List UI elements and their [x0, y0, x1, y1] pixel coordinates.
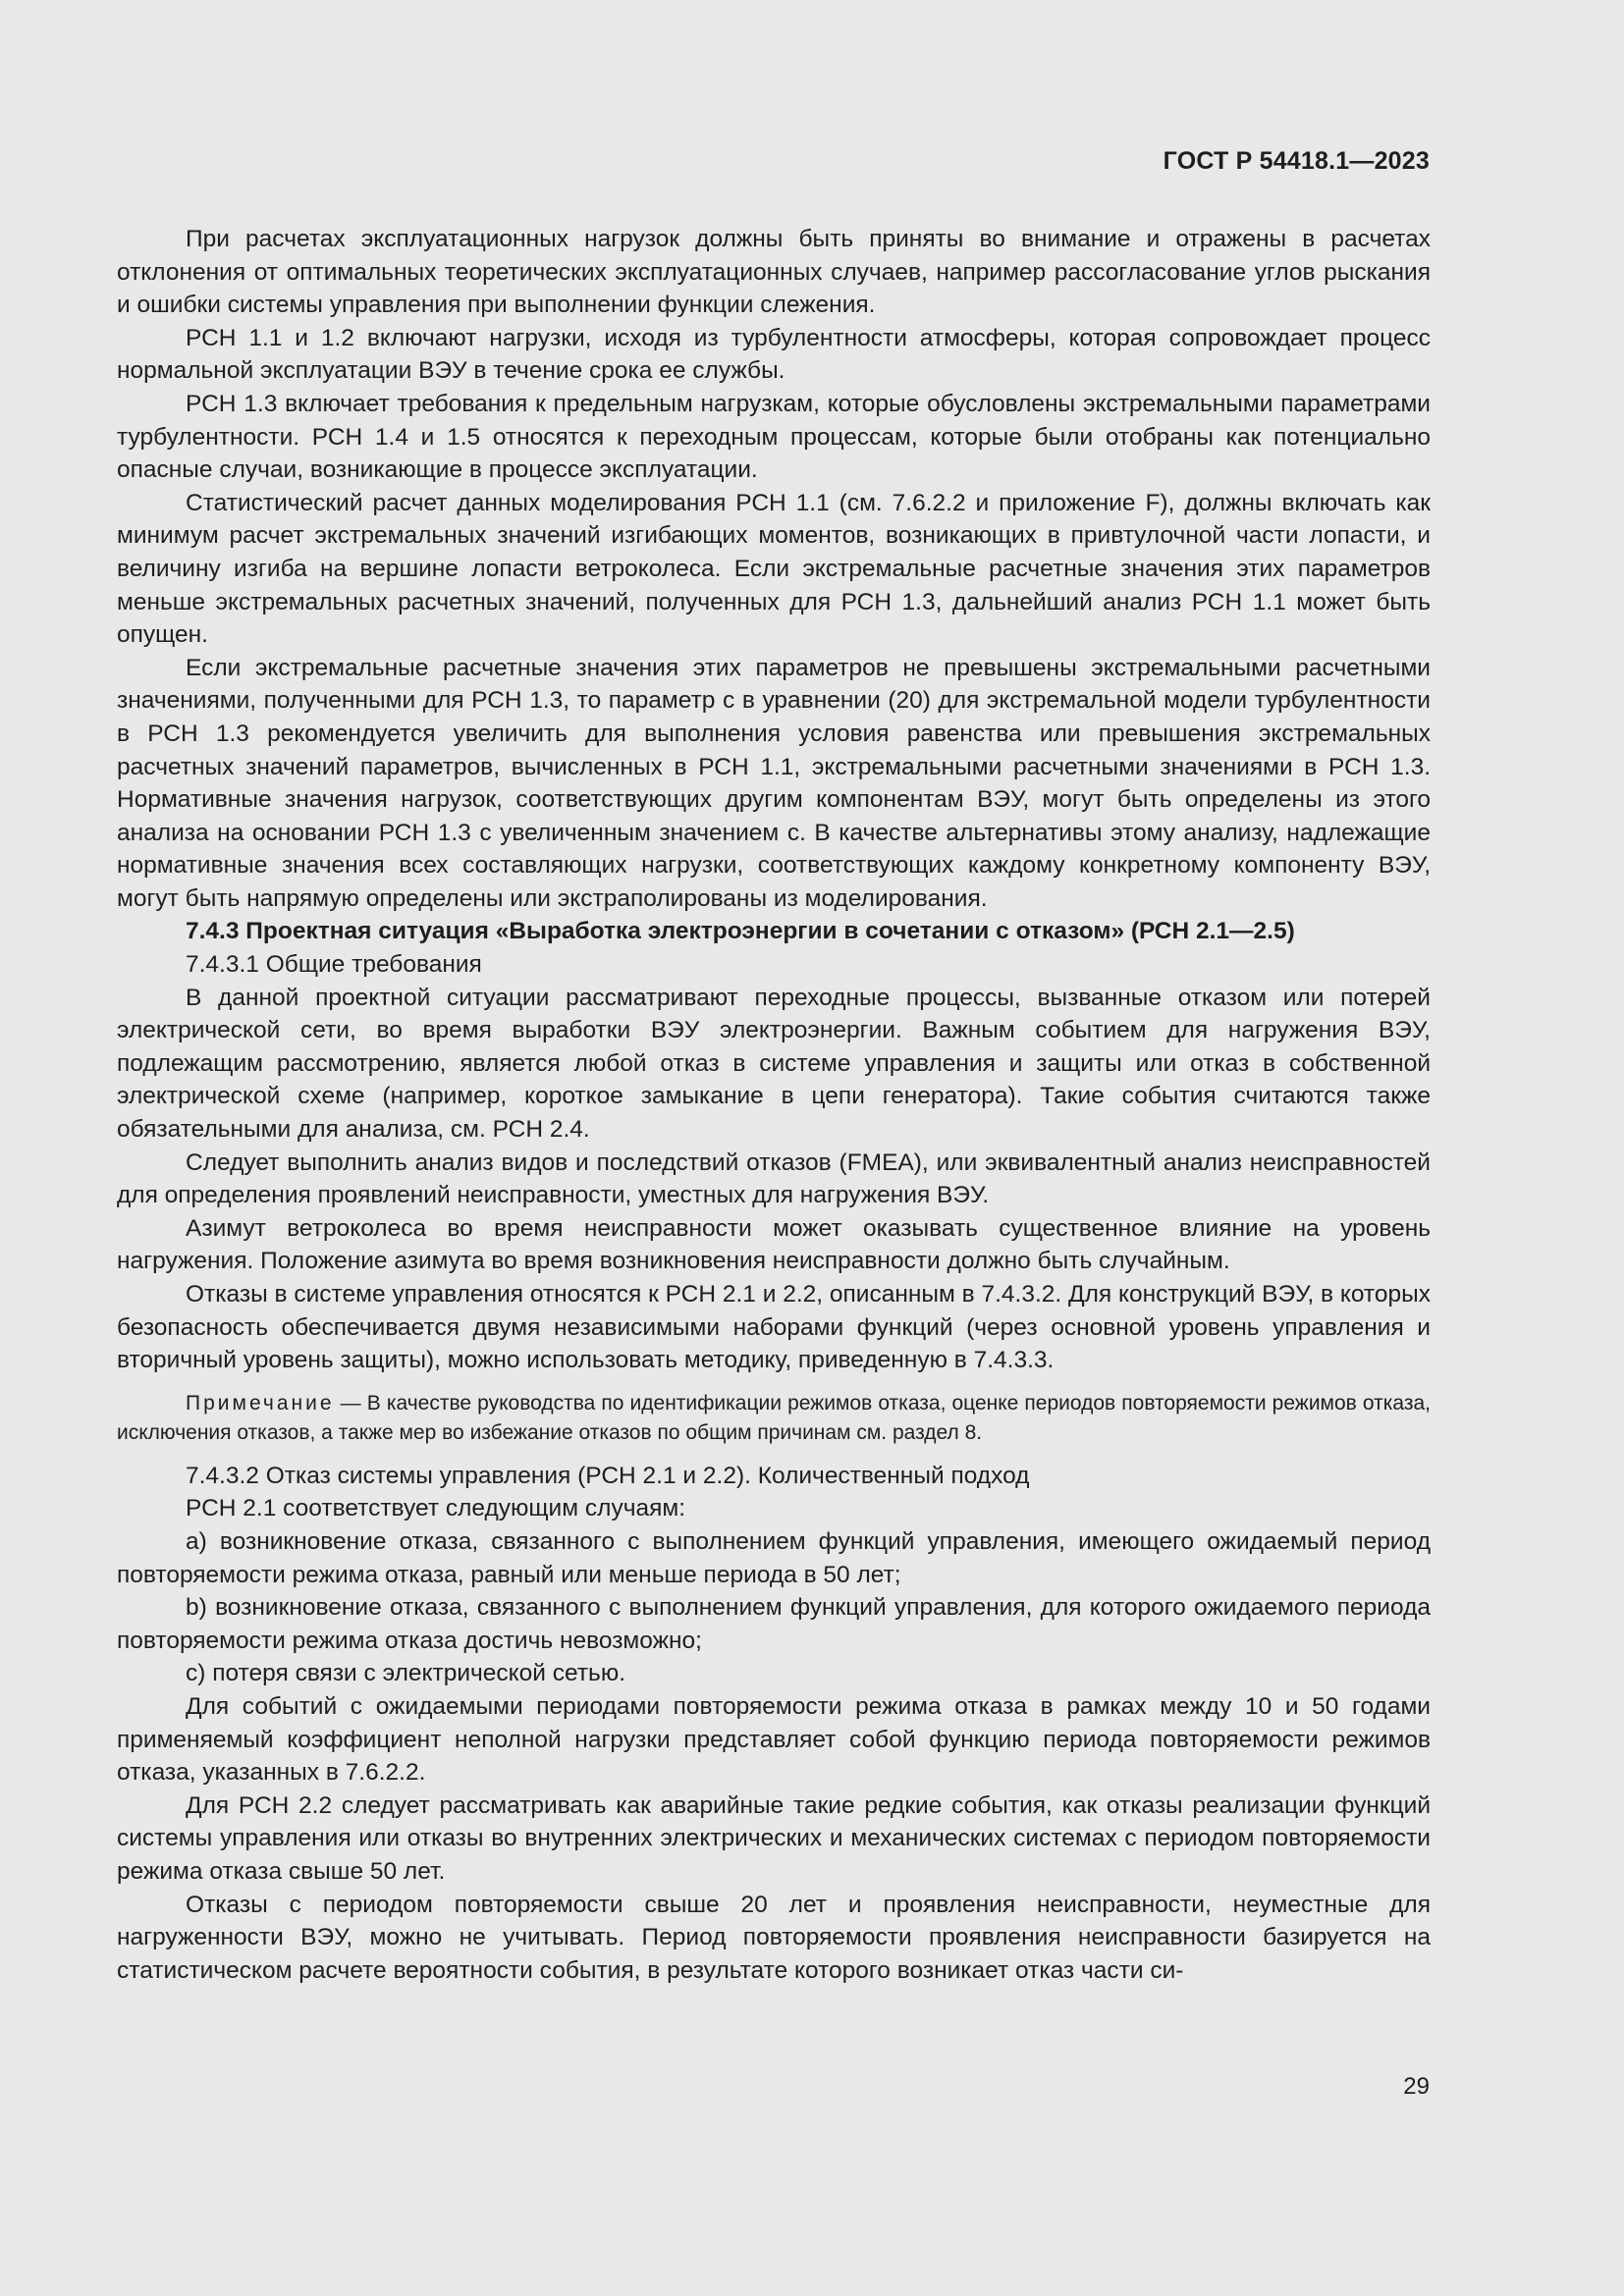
paragraph: РСН 2.1 соответствует следующим случаям: — [186, 1495, 685, 1522]
paragraph: В данной проектной ситуации рассматривают переходные процессы, вызванные отказом или потерей электрической сети, во время выработки ВЭУ электроэнергии. Важным событием для нагружения ВЭУ, подлежащим рассмотрению, является любой отказ в системе управления и защиты или отказ в собственной электрической схеме (например, короткое замыкание в цепи генератора). Такие события считаются также обязательными для анализа, см. РСН 2.4. — [117, 984, 1431, 1144]
document-header: ГОСТ Р 54418.1—2023 — [1163, 147, 1430, 175]
paragraph: При расчетах эксплуатационных нагрузок должны быть приняты во внимание и отражены в расчетах отклонения от оптимальных теоретических эксплуатационных случаев, например рассогласование углов рыскания и ошибки системы управления при выполнении функции слежения. — [117, 226, 1431, 319]
list-item: a) возникновение отказа, связанного с выполнением функций управления, имеющего ожидаемый период повторяемости режима отказа, равный или меньше периода в 50 лет; — [117, 1527, 1431, 1588]
subsection-heading: 7.4.3.1 Общие требования — [186, 951, 482, 979]
document-body — [117, 223, 1431, 1987]
note-text: — В качестве руководства по идентификации режимов отказа, оценке периодов повторяемости режимов отказа, исключения отказов, а также мер во избежание отказов по общим причинам см. раздел 8. — [117, 1391, 1431, 1444]
paragraph: Для РСН 2.2 следует рассматривать как аварийные такие редкие события, как отказы реализации функций системы управления или отказы во внутренних электрических и механических системах с периодом повторяемости режима отказа свыше 50 лет. — [117, 1791, 1431, 1885]
paragraph: РСН 1.1 и 1.2 включают нагрузки, исходя из турбулентности атмосферы, которая сопровождает процесс нормальной эксплуатации ВЭУ в течение срока ее службы. — [117, 324, 1431, 385]
subsection-heading: 7.4.3.2 Отказ системы управления (РСН 2.1 и 2.2). Количественный подход — [186, 1462, 1030, 1489]
paragraph: Азимут ветроколеса во время неисправности может оказывать существенное влияние на уровень нагружения. Положение азимута во время возникновения неисправности должно быть случайным. — [117, 1214, 1431, 1275]
paragraph: Отказы в системе управления относятся к РСН 2.1 и 2.2, описанным в 7.4.3.2. Для конструкций ВЭУ, в которых безопасность обеспечивается двумя независимыми наборами функций (через основной уровень управления и вторичный уровень защиты), можно использовать методику, приведенную в 7.4.3.3. — [117, 1281, 1431, 1374]
paragraph: РСН 1.3 включает требования к предельным нагрузкам, которые обусловлены экстремальными параметрами турбулентности. РСН 1.4 и 1.5 относятся к переходным процессам, которые были отобраны как потенциально опасные случаи, возникающие в процессе эксплуатации. — [117, 390, 1431, 484]
paragraph: Если экстремальные расчетные значения этих параметров не превышены экстремальными расчетными значениями, полученными для РСН 1.3, то параметр c в уравнении (20) для экстремальной модели турбулентности в РСН 1.3 рекомендуется увеличить для выполнения условия равенства или превышения экстремальных расчетных значений параметров, вычисленных в РСН 1.1, экстремальными расчетными значениями в РСН 1.3. Нормативные значения нагрузок, соответствующих другим компонентам ВЭУ, могут быть определены из этого анализа на основании РСН 1.3 с увеличенным значением c. В качестве альтернативы этому анализу, надлежащие нормативные значения всех составляющих нагрузки, соответствующих каждому конкретному компоненту ВЭУ, могут быть напрямую определены или экстраполированы из моделирования. — [117, 654, 1431, 912]
section-heading: 7.4.3 Проектная ситуация «Выработка электроэнергии в сочетании с отказом» (РСН 2.1—2.5) — [186, 918, 1295, 945]
paragraph: Отказы с периодом повторяемости свыше 20 лет и проявления неисправности, неуместные для нагруженности ВЭУ, можно не учитывать. Период повторяемости проявления неисправности базируется на статистическом расчете вероятности события, в результате которого возникает отказ части си- — [117, 1891, 1431, 1984]
paragraph: Для событий с ожидаемыми периодами повторяемости режима отказа в рамках между 10 и 50 годами применяемый коэффициент неполной нагрузки представляет собой функцию периода повторяемости режимов отказа, указанных в 7.6.2.2. — [117, 1692, 1431, 1787]
paragraph: Статистический расчет данных моделирования РСН 1.1 (см. 7.6.2.2 и приложение F), должны включать как минимум расчет экстремальных значений изгибающих моментов, возникающих в привтулочной части лопасти, и величину изгиба на вершине лопасти ветроколеса. Если экстремальные расчетные значения этих параметров меньше экстремальных расчетных значений, полученных для РСН 1.3, дальнейший анализ РСН 1.1 может быть опущен. — [117, 489, 1431, 649]
page-number: 29 — [1403, 2073, 1430, 2100]
note — [117, 1389, 1431, 1448]
note-label: Примечание — [186, 1391, 335, 1415]
paragraph: Следует выполнить анализ видов и последствий отказов (FMEA), или эквивалентный анализ неисправностей для определения проявлений неисправности, уместных для нагружения ВЭУ. — [117, 1148, 1431, 1209]
list-item: c) потеря связи с электрической сетью. — [186, 1660, 625, 1687]
list-item: b) возникновение отказа, связанного с выполнением функций управления, для которого ожидаемого периода повторяемости режима отказа достичь невозможно; — [117, 1594, 1431, 1654]
